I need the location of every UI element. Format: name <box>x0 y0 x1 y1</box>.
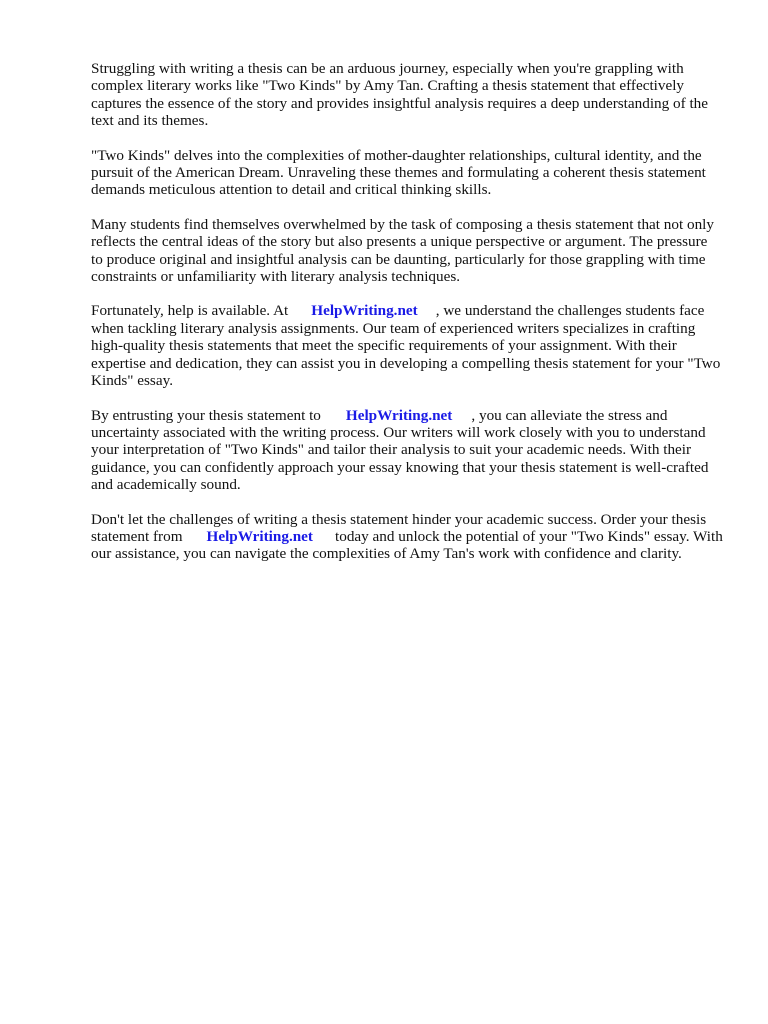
paragraph-call-to-action <box>91 511 723 563</box>
paragraph-call-to-action-lead: Don't let the challenges of writing a thesis statement hinder your academic success. Order your thesis statement from <box>91 510 707 545</box>
paragraph-themes: "Two Kinds" delves into the complexities of mother-daughter relationships, cultural identity, and the pursuit of the American Dream. Unraveling these themes and formulating a coherent thesis statement demands meticulous attention to detail and critical thinking skills. <box>91 146 706 199</box>
paragraph-call-to-action-tail: today and unlock the potential of your "Two Kinds" essay. With our assistance, you can navigate the complexities of Amy Tan's work with confidence and clarity. <box>91 527 723 563</box>
paragraph-entrusting-tail: , you can alleviate the stress and uncertainty associated with the writing process. Our writers will work closely with you to understand your interpretation of "Two Kinds" and tailor their analysis to suit your academic needs. With their guidance, you can confidently approach your essay knowing that your thesis statement is well-crafted and academically sound. <box>91 406 709 494</box>
paragraph-intro: Struggling with writing a thesis can be an arduous journey, especially when you're grappling with complex literary works like "Two Kinds" by Amy Tan. Crafting a thesis statement that effectively captures the essence of the story and provides insightful analysis requires a deep understanding of the text and its themes. <box>91 60 709 130</box>
paragraph-help-available-lead: Fortunately, help is available. At <box>91 302 289 320</box>
paragraph-entrusting <box>91 407 723 494</box>
paragraph-entrusting-lead: By entrusting your thesis statement to <box>91 406 321 424</box>
paragraph-overwhelmed: Many students find themselves overwhelmed by the task of composing a thesis statement that not only reflects the central ideas of the story but also presents a unique perspective or argument. The pressure to produce original and insightful analysis can be daunting, particularly for those grappling with time constraints or unfamiliarity with literary analysis techniques. <box>91 215 714 286</box>
helpwriting-link[interactable]: HelpWriting.net <box>345 406 453 424</box>
helpwriting-link[interactable]: HelpWriting.net <box>311 302 418 320</box>
helpwriting-link[interactable]: HelpWriting.net <box>206 527 313 545</box>
paragraph-help-available-tail: , we understand the challenges students face when tackling literary analysis assignments. Our team of experienced writers specializes in crafting high-quality thesis statements that meet the specific requirements of your assignment. With their expertise and dedication, they can assist you in developing a compelling thesis statement for your "Two Kinds" essay. <box>91 302 721 390</box>
document-page <box>91 60 723 580</box>
paragraph-help-available <box>91 302 723 389</box>
